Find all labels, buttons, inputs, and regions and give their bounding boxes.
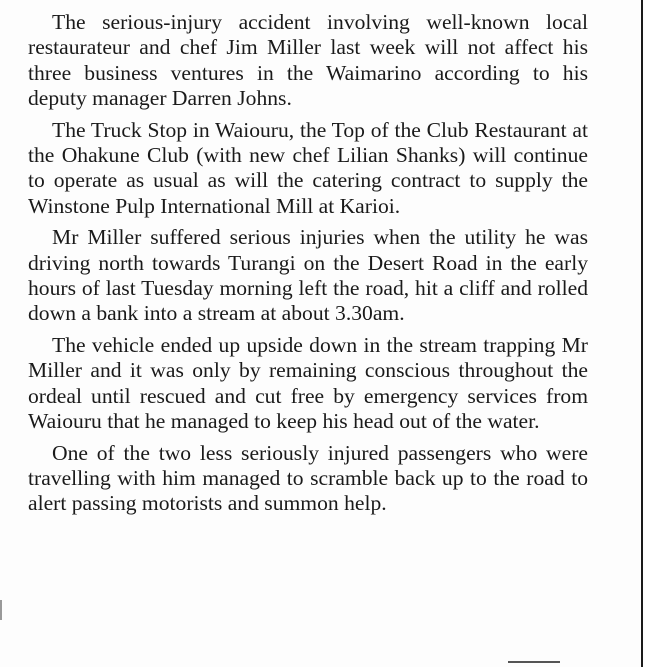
article-paragraph-4: The vehicle ended up upside down in the stream trapping Mr Miller and it was only by remaining conscious throughout the ordeal until rescued and cut free by emergency services from Waiouru that he managed to keep his head out of the water. bbox=[28, 332, 588, 434]
article-paragraph-5: One of the two less seriously injured passengers who were travelling with him managed to scramble back up to the road to alert passing motorists and summon help. bbox=[28, 440, 588, 516]
scan-edge-mark bbox=[0, 600, 2, 620]
article-paragraph-3: Mr Miller suffered serious injuries when the utility he was driving north towards Turangi on the Desert Road in the early hours of last Tuesday morning left the road, hit a cliff and rolled down a bank into a stream at about 3.30am. bbox=[28, 225, 588, 326]
column-rule-bottom bbox=[508, 661, 560, 663]
article-paragraph-1: The serious-injury accident involving well-known local restaurateur and chef Jim Miller last week will not affect his three business ventures in the Waimarino according to his deputy manager Darren Johns. bbox=[28, 10, 588, 111]
column-rule-right bbox=[641, 0, 643, 667]
article-paragraph-2: The Truck Stop in Waiouru, the Top of the Club Restaurant at the Ohakune Club (with new chef Lilian Shanks) will continue to operate as usual as will the catering contract to supply the Winstone Pulp International Mill at Karioi. bbox=[28, 117, 588, 218]
article-body bbox=[28, 10, 588, 523]
